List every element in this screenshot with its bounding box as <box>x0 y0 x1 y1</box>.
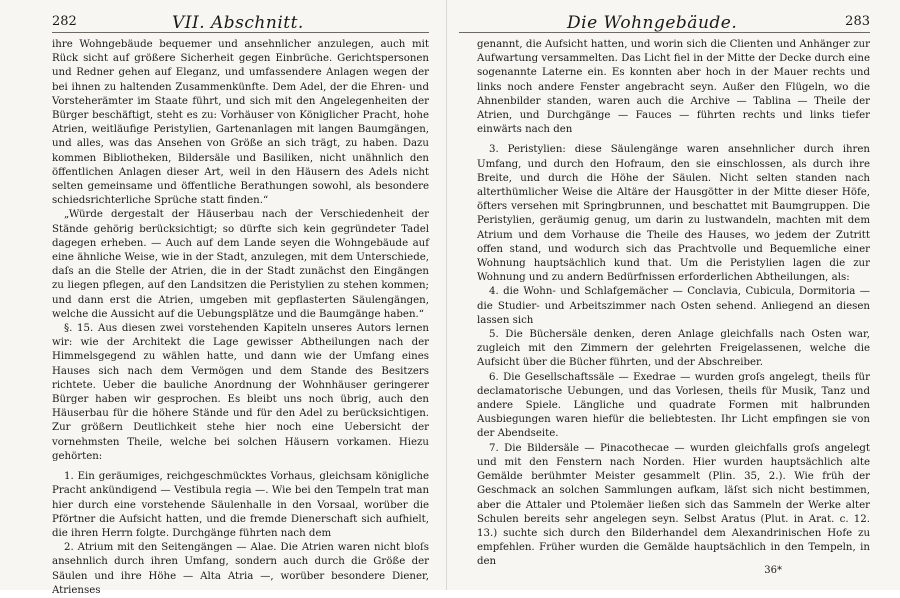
list-item: 1. Ein geräumiges, reichgeschmücktes Vorhaus, gleichsam königliche Pracht ankündigend — Vestibula regia —. Wie bei den Tempeln trat man hier durch eine vorstehende Säulenhalle in den Vorsaal, worüber die Pförtner die Aufsicht hatten, und die fremde Dienerschaft sich aufhielt, die ihren Herrn folgte. Durchgänge führten nach dem <box>52 471 429 539</box>
right-page <box>446 0 900 590</box>
list-item: 5. Die Büchersäle denken, deren Anlage gleichfalls nach Osten war, zugleich mit den Zimmern der gelehrten Freigelassenen, welche die Aufsicht über die Bücher führten, und der Abschreiber. <box>477 329 870 369</box>
paragraph: ihre Wohngebäude bequemer und ansehnlicher anzulegen, auch mit Rück sicht auf größere Sicherheit gegen Einbrüche. Gerichtspersonen und Redner gehen auf Eleganz, und umfassendere Anlagen wegen der bei ihnen zu haltenden Zusammenkünfte. Dem Adel, der die Ehren- und Vorsteherämter im Staate führt, und sich mit den Angelegenheiten der Bürger beschäftigt, steht es zu: Vorhäuser von Königlicher Pracht, hohe Atrien, weitläufige Peristylien, Gartenanlagen mit langen Baumgängen, und alles, was das Ansehen von Größe an sich trägt, zu haben. Dazu kommen Bibliotheken, Bildersäle und Basiliken, nicht unähnlich den öffentlichen Anlagen dieser Art, weil in den Häusern des Adels nicht selten gemeinsame und öffentliche Berathungen sowohl, als besondere schiedsrichterliche Sprüche statt finden.“ <box>52 39 429 207</box>
left-page <box>0 0 446 596</box>
paragraph: §. 15. Aus diesen zwei vorstehenden Kapiteln unseres Autors lernen wir: wie der Architekt die Lage gewisser Abtheilungen nach der Himmelsgegend zu wählen hatte, und dann wie der Umfang eines Hauses sich nach dem Vermögen und dem Stande des Besitzers richtete. Ueber die bauliche Anordnung der Wohnhäuser geringerer Bürger haben wir gesprochen. Es bleibt uns noch übrig, auch den Häuserbau für die höhere Stände und für den Adel zu berücksichtigen. Zur größern Deutlichkeit stehe hier noch eine Uebersicht der vornehmsten Theile, welche bei solchen Häusern vorkamen. Hiezu gehörten: <box>52 323 429 462</box>
list-item: 3. Peristylien: diese Säulengänge waren ansehnlicher durch ihren Umfang, und durch den Hofraum, den sie einschlossen, als durch ihre Breite, und durch die Höhe der Säulen. Nicht selten standen nach alterthümlicher Weise die Altäre der Hausgötter in der Mitte dieser Höfe, öfters versehen mit Springbrunnen, und beschattet mit Baumgruppen. Die Peristylien, geräumig genug, um darin zu lustwandeln, machten mit dem Atrium und dem Vorhause die Theile des Hauses, wo jedem der Zutritt offen stand, und wodurch sich das Prachtvolle und Bequemliche einer Wohnung hauptsächlich kund that. Um die Peristylien lagen die zur Wohnung und zu andern Bedürfnissen erforderlichen Abtheilungen, als: <box>477 144 870 284</box>
left-page-number: 282 <box>52 14 77 29</box>
left-running-title: VII. Abschnitt. <box>172 13 304 33</box>
list-item: 7. Die Bildersäle — Pinacothecae — wurden gleichfalls groſs angelegt und mit den Fenstern nach Norden. Hier wurden hauptsächlich alte Gemälde berühmter Meister gesammelt (Plin. 35, 2.). Wie früh der Geschmack an solchen Sammlungen aufkam, läſst sich nicht bestimmen, aber die Attaler und Ptolemäer ließen sich das Sammeln der Werke alter Schulen bereits sehr angelegen seyn. Selbst Aratus (Plut. in Arat. c. 12. 13.) suchte sich durch den Bilderhandel dem Alexandrinischen Hofe zu empfehlen. Früher wurden die Gemälde hauptsächlich in den Tempeln, in den <box>477 442 870 568</box>
left-page-body <box>52 38 429 598</box>
right-page-header <box>459 2 870 33</box>
paragraph: „Würde dergestalt der Häuserbau nach der Verschiedenheit der Stände gehörig berücksichtigt; so dürfte sich kein gegründeter Tadel dagegen erheben. — Auch auf dem Lande seyen die Wohngebäude auf eine ähnliche Weise, wie in der Stadt, anzulegen, mit dem Unterschiede, daſs an die Stelle der Atrien, die in der Stadt zunächst den Eingängen zu liegen pflegen, auf den Landsitzen die Peristylien zu stehen kommen; und dann erst die Atrien, umgeben mit gepflasterten Säulengängen, welche die Aussicht auf die Uebungsplätze und die Baumgänge haben.“ <box>52 209 429 320</box>
paragraph: genannt, die Aufsicht hatten, und worin sich die Clienten und Anhänger zur Aufwartung versammelten. Das Licht fiel in der Mitte der Decke durch eine sogenannte Laterne ein. Es konnten aber hoch in der Mauer rechts und links noch andere Fenster angebracht seyn. Außer den Flügeln, wo die Ahnenbilder standen, waren auch die Archive — Tablina — Theile der Atrien, und Durchgänge — Fauces — führten rechts und links tiefer einwärts nach den <box>477 39 870 136</box>
list-item: 4. die Wohn- und Schlafgemächer — Conclavia, Cubicula, Dormitoria — die Studier- und Arbeitszimmer nach Osten sehend. Anliegend an diesen lassen sich <box>477 286 870 326</box>
list-item: 2. Atrium mit den Seitengängen — Alae. Die Atrien waren nicht bloſs ansehnlich durch ihren Umfang, sondern auch durch die Größe der Säulen und ihre Höhe — Alta Atria —, worüber besondere Diener, Atrienses <box>52 542 429 596</box>
left-page-header <box>52 2 429 33</box>
right-page-body <box>459 38 870 570</box>
right-running-title: Die Wohngebäude. <box>567 13 738 33</box>
right-page-number: 283 <box>845 14 870 29</box>
signature-mark: 36* <box>764 565 782 576</box>
list-item: 6. Die Gesellschaftssäle — Exedrae — wurden groſs angelegt, theils für declamatorische Uebungen, und das Vorlesen, theils für Musik, Tanz und andere Spiele. Längliche und quadrate Formen mit halbrunden Ausbiegungen waren hiefür die beliebtesten. Ihr Licht empfingen sie von der Abendseite. <box>477 371 870 440</box>
